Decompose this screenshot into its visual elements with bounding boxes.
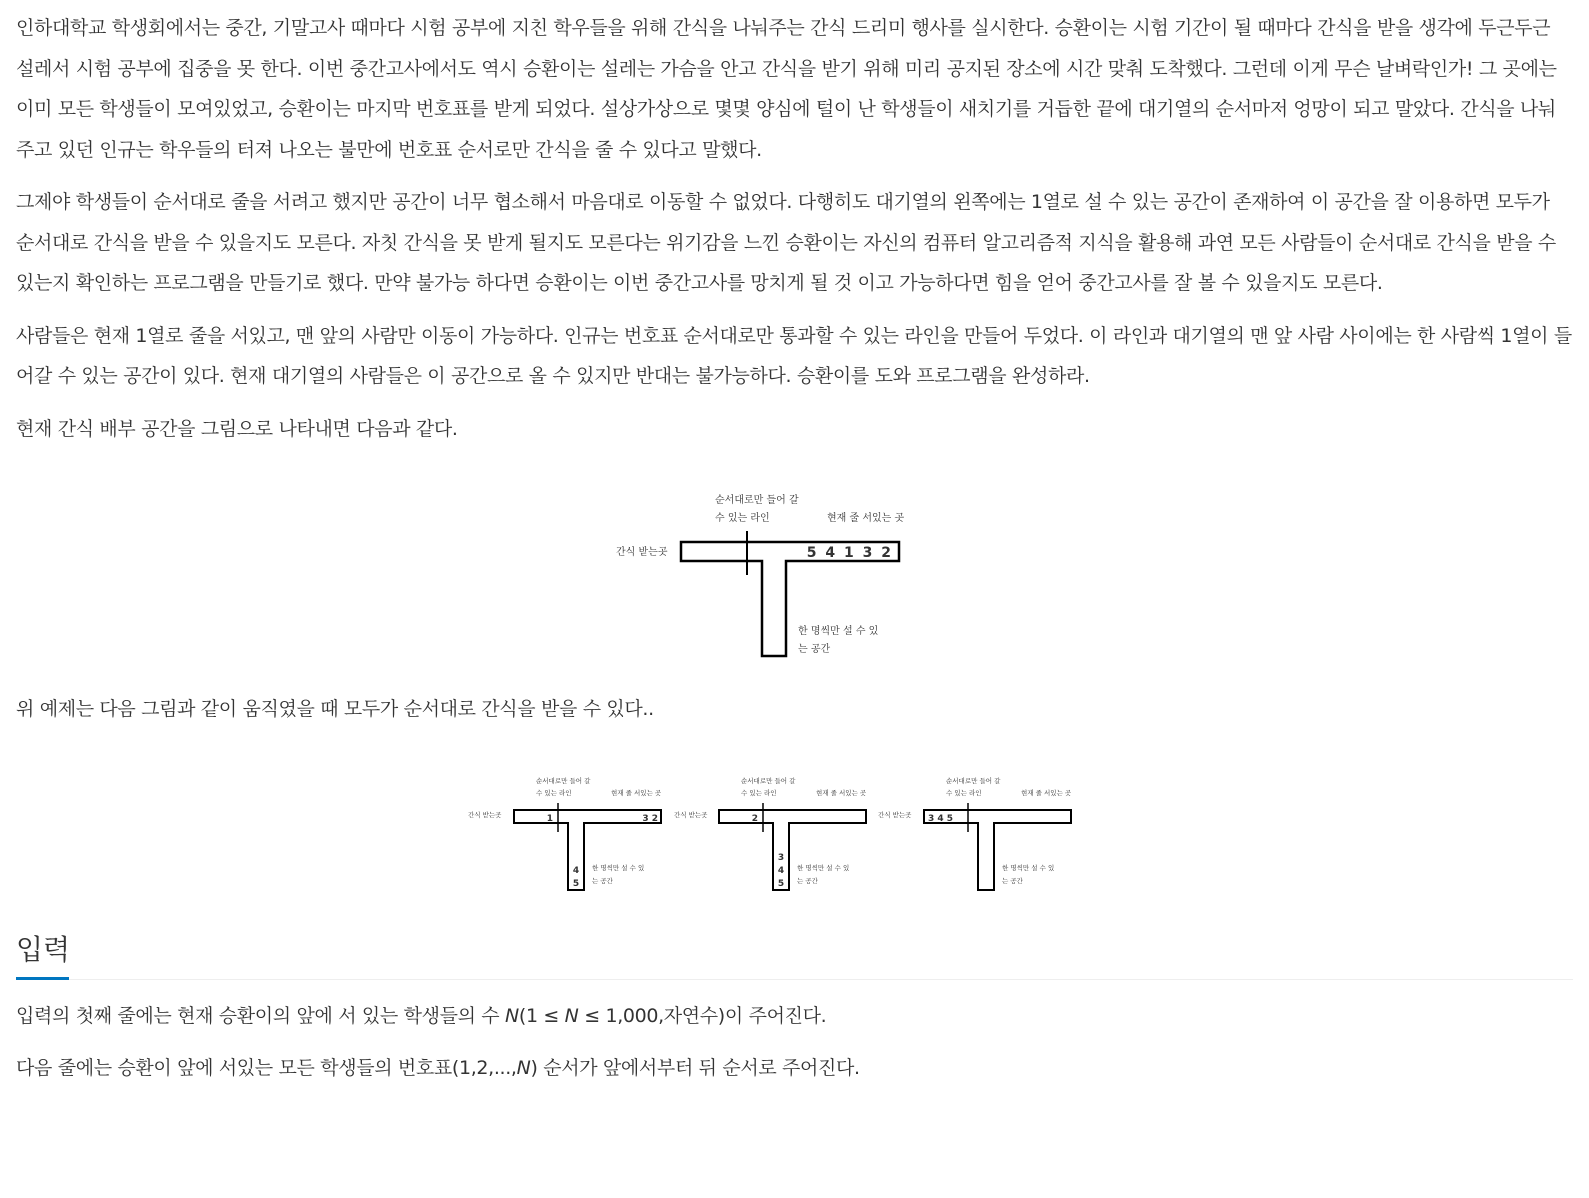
input-line-2 bbox=[16, 1048, 1573, 1089]
step1-t-shape bbox=[514, 810, 661, 890]
step1-stack-2: 5 bbox=[572, 878, 580, 889]
input-line-1-text-b: (1 ≤ bbox=[518, 1004, 565, 1027]
input-line-1 bbox=[16, 996, 1573, 1037]
step2-label-queue: 현재 줄 서있는 곳 bbox=[816, 788, 867, 797]
input-line-1-var-n: N bbox=[505, 1004, 519, 1027]
step1-stack-1: 4 bbox=[572, 865, 580, 876]
step2-label-line-top: 순서대로만 들어 갈 bbox=[741, 776, 796, 785]
step1-label-line-bottom: 수 있는 라인 bbox=[536, 788, 572, 797]
label-line-top: 순서대로만 들어 갈 bbox=[715, 495, 799, 506]
problem-content bbox=[16, 0, 1573, 1089]
step1-label-receive: 간식 받는곳 bbox=[468, 810, 502, 819]
step3-label-side-bottom: 는 공간 bbox=[1002, 876, 1023, 885]
step1-queue: 3 2 bbox=[642, 813, 658, 824]
after-figure-text: 위 예제는 다음 그림과 같이 움직였을 때 모두가 순서대로 간식을 받을 수 있다.. bbox=[16, 698, 654, 720]
step2-label-side-bottom: 는 공간 bbox=[797, 876, 818, 885]
description-paragraph-3: 사람들은 현재 1열로 줄을 서있고, 맨 앞의 사람만 이동이 가능하다. 인규는 번호표 순서대로만 통과할 수 있는 라인을 만들어 두었다. 이 라인과 대기열의 맨 앞 사람 사이에는 한 사람씩 1열이 들어갈 수 있는 공간이 있다. 현재 대기열의 사람들은 이 공간으로 올 수 있지만 반대는 불가능하다. 승환이를 도와 프로그램을 완성하라. bbox=[16, 324, 1572, 387]
description-paragraph-1: 인하대학교 학생회에서는 중간, 기말고사 때마다 시험 공부에 지친 학우들을 위해 간식을 나눠주는 간식 드리미 행사를 실시한다. 승환이는 시험 기간이 될 때마다 간식을 받을 생각에 두근두근 설레서 시험 공부에 집중을 못 한다. 이번 중간고사에서도 역시 승환이는 설레는 가슴을 안고 간식을 받기 위해 미리 공지된 장소에 시간 맞춰 도착했다. 그런데 이게 무슨 날벼락인가! 그 곳에는 이미 모든 학생들이 모여있었고, 승환이는 마지막 번호표를 받게 되었다. 설상가상으로 몇몇 양심에 털이 난 학생들이 새치기를 거듭한 끝에 대기열의 순서마저 엉망이 되고 말았다. 간식을 나눠주고 있던 인규는 학우들의 터져 나오는 불만에 번호표 순서로만 간식을 줄 수 있다고 말했다. bbox=[16, 17, 1557, 161]
label-queue: 현재 줄 서있는 곳 bbox=[827, 513, 905, 524]
label-receive: 간식 받는곳 bbox=[616, 547, 668, 558]
step-figures bbox=[16, 730, 1573, 920]
input-line-2-text-b: ) 순서가 앞에서부터 뒤 순서로 주어진다. bbox=[530, 1057, 860, 1079]
input-line-1-var-n2: N bbox=[564, 1004, 579, 1027]
step1-label-line-top: 순서대로만 들어 갈 bbox=[536, 776, 591, 785]
description-paragraph-4: 현재 간식 배부 공간을 그림으로 나타내면 다음과 같다. bbox=[16, 417, 458, 440]
input-line-1-text-a: 입력의 첫째 줄에는 현재 승환이의 앞에 서 있는 학생들의 수 bbox=[16, 1004, 505, 1027]
step3-label-line-bottom: 수 있는 라인 bbox=[946, 788, 982, 797]
step2-label-receive: 간식 받는곳 bbox=[674, 810, 708, 819]
step-figure-2 bbox=[674, 776, 867, 890]
step3-label-line-top: 순서대로만 들어 갈 bbox=[946, 776, 1001, 785]
step2-stack-2: 4 bbox=[777, 865, 785, 876]
input-line-1-text-c: ≤ 1,000,자연수)이 주어진다. bbox=[578, 1004, 827, 1027]
step2-label-line-bottom: 수 있는 라인 bbox=[741, 788, 777, 797]
step1-label-queue: 현재 줄 서있는 곳 bbox=[611, 788, 662, 797]
label-line-bottom: 수 있는 라인 bbox=[715, 513, 770, 524]
input-section-title: 입력 bbox=[16, 932, 71, 966]
main-figure bbox=[16, 449, 1573, 689]
step3-label-receive: 간식 받는곳 bbox=[878, 810, 912, 819]
step-figure-3 bbox=[878, 776, 1072, 890]
step3-received: 3 4 5 bbox=[928, 813, 954, 824]
section-divider bbox=[16, 979, 1573, 980]
step1-received: 1 bbox=[546, 813, 553, 824]
section-title-underline bbox=[16, 977, 69, 980]
step1-label-side-top: 한 명씩만 설 수 있 bbox=[592, 863, 645, 872]
input-line-2-text-a: 다음 줄에는 승환이 앞에 서있는 모든 학생들의 번호표(1,2,..., bbox=[16, 1057, 517, 1079]
input-section-header bbox=[16, 920, 1573, 980]
steps-diagram bbox=[16, 730, 1573, 920]
step2-stack-1: 3 bbox=[777, 852, 785, 863]
input-line-2-var-n: N bbox=[516, 1057, 531, 1079]
label-side-bottom: 는 공간 bbox=[798, 644, 831, 655]
step3-label-side-top: 한 명씩만 설 수 있 bbox=[1002, 863, 1055, 872]
queue-numbers: 5 4 1 3 2 bbox=[806, 545, 893, 561]
description-paragraph-2: 그제야 학생들이 순서대로 줄을 서려고 했지만 공간이 너무 협소해서 마음대로 이동할 수 없었다. 다행히도 대기열의 왼쪽에는 1열로 설 수 있는 공간이 존재하여 이 공간을 잘 이용하면 모두가 순서대로 간식을 받을 수 있을지도 모른다. 자칫 간식을 못 받게 될지도 모른다는 위기감을 느낀 승환이는 자신의 컴퓨터 알고리즘적 지식을 활용해 과연 모든 사람들이 순서대로 간식을 받을 수 있는지 확인하는 프로그램을 만들기로 했다. 만약 불가능 하다면 승환이는 이번 중간고사를 망치게 될 것 이고 가능하다면 힘을 얻어 중간고사를 잘 볼 수 있을지도 모른다. bbox=[16, 191, 1556, 294]
step2-received: 2 bbox=[751, 813, 758, 824]
step2-stack-3: 5 bbox=[777, 878, 785, 889]
main-diagram-labels bbox=[616, 493, 904, 655]
step1-label-side-bottom: 는 공간 bbox=[592, 876, 613, 885]
step3-label-queue: 현재 줄 서있는 곳 bbox=[1021, 788, 1072, 797]
label-side-top: 한 명씩만 설 수 있 bbox=[798, 626, 879, 637]
step2-t-shape bbox=[719, 810, 866, 890]
step-figure-1 bbox=[468, 776, 662, 890]
step2-label-side-top: 한 명씩만 설 수 있 bbox=[797, 863, 850, 872]
queue-diagram bbox=[16, 449, 1573, 689]
